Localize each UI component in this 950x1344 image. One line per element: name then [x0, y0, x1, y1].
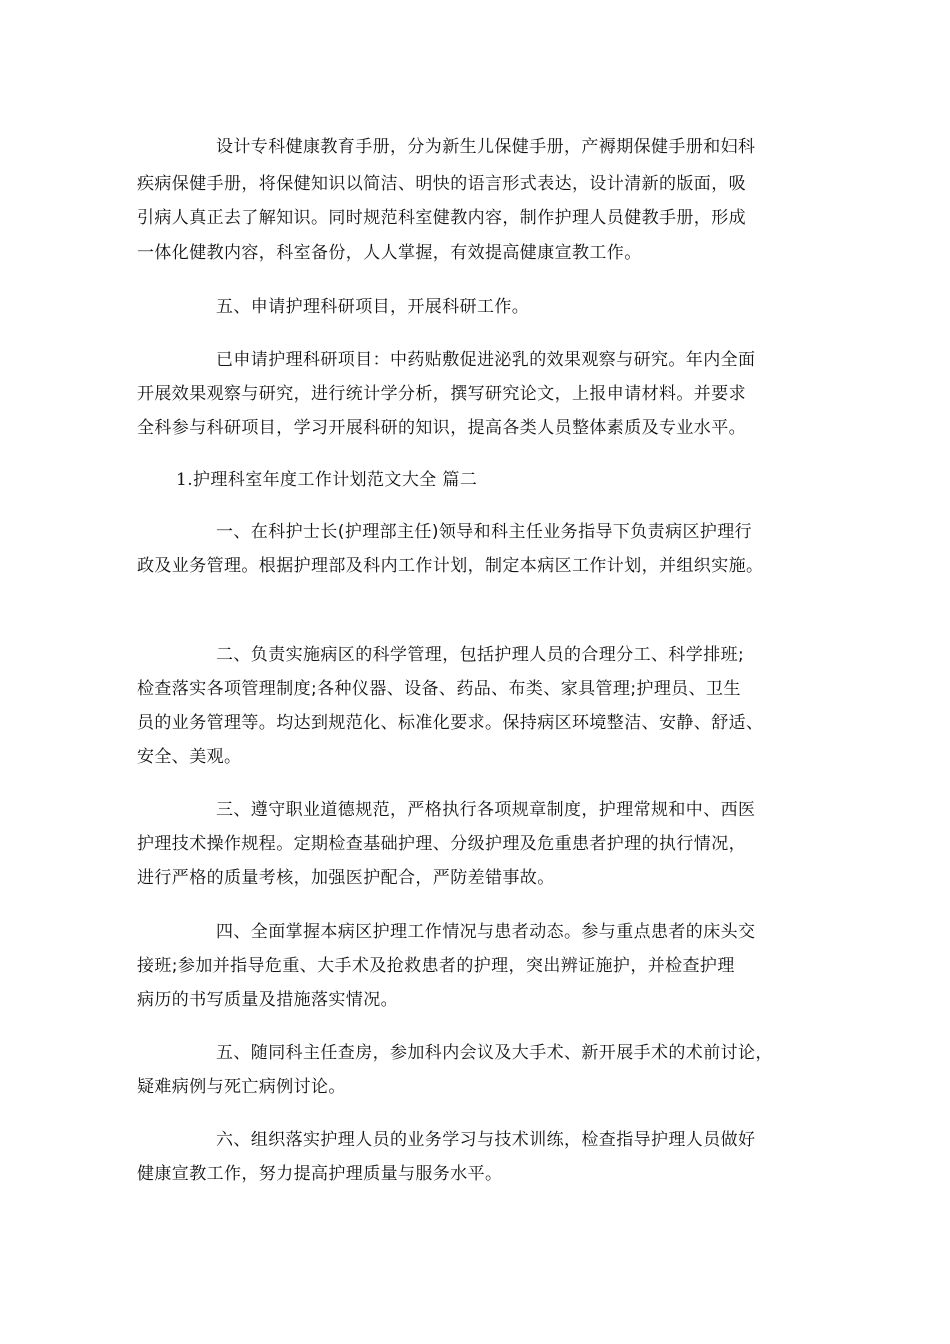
text-line: 设计专科健康教育手册，分为新生儿保健手册，产褥期保健手册和妇科 — [216, 137, 756, 157]
text-line: 政及业务管理。根据护理部及科内工作计划，制定本病区工作计划，并组织实施。 — [137, 556, 764, 576]
text-line: 健康宣教工作，努力提高护理质量与服务水平。 — [137, 1164, 503, 1184]
part-heading: 1.护理科室年度工作计划范文大全 篇二 — [176, 470, 478, 490]
text-line: 接班;参加并指导危重、大手术及抢救患者的护理，突出辨证施护，并检查护理 — [137, 956, 735, 976]
text-line: 护理技术操作规程。定期检查基础护理、分级护理及危重患者护理的执行情况， — [137, 834, 746, 854]
text-line: 疑难病例与死亡病例讨论。 — [137, 1077, 346, 1097]
text-line: 员的业务管理等。均达到规范化、标准化要求。保持病区环境整洁、安静、舒适、 — [137, 713, 764, 733]
text-line: 检查落实各项管理制度;各种仪器、设备、药品、布类、家具管理;护理员、卫生 — [137, 679, 741, 699]
text-line: 已申请护理科研项目：中药贴敷促进泌乳的效果观察与研究。年内全面 — [216, 350, 756, 370]
text-line: 一、在科护士长(护理部主任)领导和科主任业务指导下负责病区护理行 — [216, 522, 753, 542]
text-line: 全科参与科研项目，学习开展科研的知识，提高各类人员整体素质及专业水平。 — [137, 418, 746, 438]
text-line: 病历的书写质量及措施落实情况。 — [137, 990, 398, 1010]
text-line: 开展效果观察与研究，进行统计学分析，撰写研究论文，上报申请材料。并要求 — [137, 384, 746, 404]
text-line: 四、全面掌握本病区护理工作情况与患者动态。参与重点患者的床头交 — [216, 922, 756, 942]
text-line: 进行严格的质量考核，加强医护配合，严防差错事故。 — [137, 868, 555, 888]
text-line: 三、遵守职业道德规范，严格执行各项规章制度，护理常规和中、西医 — [216, 800, 756, 820]
text-line: 一体化健教内容，科室备份，人人掌握，有效提高健康宣教工作。 — [137, 243, 642, 263]
text-line: 安全、美观。 — [137, 747, 242, 767]
section-heading: 五、申请护理科研项目，开展科研工作。 — [216, 297, 530, 317]
text-line: 引病人真正去了解知识。同时规范科室健教内容，制作护理人员健教手册，形成 — [137, 208, 746, 228]
text-line: 五、随同科主任查房，参加科内会议及大手术、新开展手术的术前讨论， — [216, 1043, 773, 1063]
text-line: 二、负责实施病区的科学管理，包括护理人员的合理分工、科学排班; — [216, 645, 745, 665]
text-line: 六、组织落实护理人员的业务学习与技术训练，检查指导护理人员做好 — [216, 1130, 756, 1150]
text-line: 疾病保健手册，将保健知识以简洁、明快的语言形式表达，设计清新的版面，吸 — [137, 174, 746, 194]
